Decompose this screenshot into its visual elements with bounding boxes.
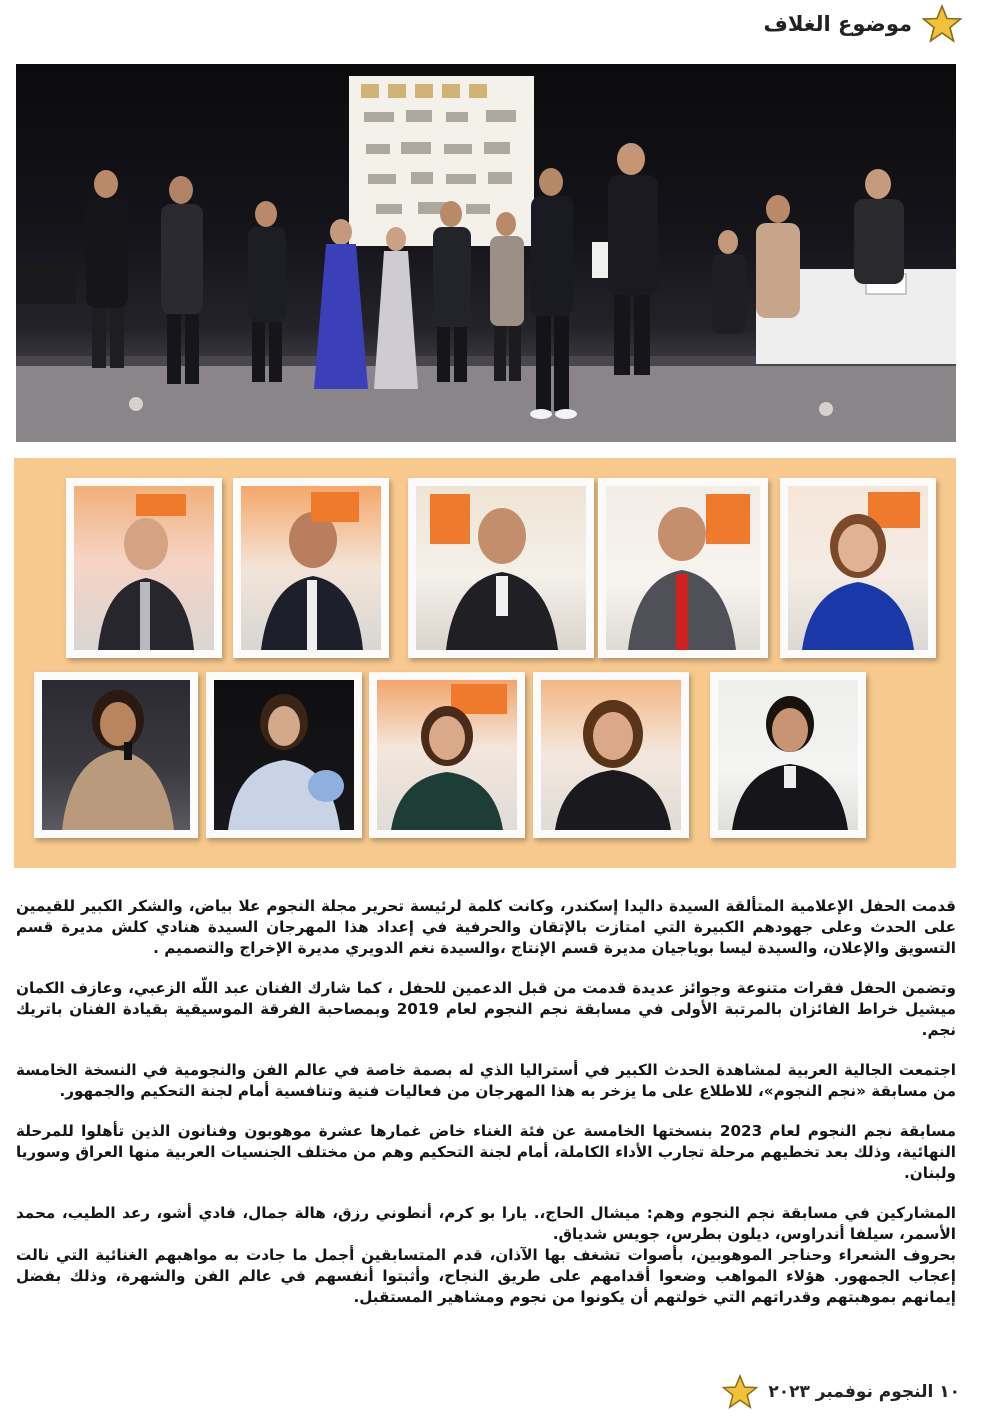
- ceremony-stage-photo: [16, 64, 956, 442]
- article-paragraph: المشاركين في مسابقة نجم النجوم وهم: ميشال الحاج،. يارا بو كرم، أنطوني رزق، هالة جمال، فادي أشو، رعد الطيب، محمد الأسمر، سيلفا أندراوس، ديلون بطرس، جويس شدياق.: [16, 1204, 956, 1243]
- section-title: موضوع الغلاف: [763, 12, 912, 36]
- article-paragraph: قدمت الحفل الإعلامية المتألقة السيدة داليدا إسكندر، وكانت كلمة لرئيسة تحرير مجلة النجوم علا بياض، والشكر الكبير للقيمين على الحدث وعلى جهودهم الكبيرة التي امتازت بالإتقان والحرفية في إعداد هذا المهرجان السيدة هنادي كلش مديرة قسم التسويق والإعلان، والسيدة ليسا بوياجيان مديرة قسم الإنتاج ،والسيدة نغم الدويري مديرة الإخراج والتصميم .: [16, 897, 956, 957]
- participant-photo: [206, 672, 362, 838]
- participant-photo: [34, 672, 198, 838]
- participant-photo: [533, 672, 689, 838]
- participant-photo: [233, 478, 389, 658]
- page-footer: [722, 1372, 960, 1412]
- participant-photo: [598, 478, 768, 658]
- page-number-and-issue: ١٠ النجوم نوفمبر ٢٠٢٣: [768, 1382, 960, 1402]
- participant-photo: [710, 672, 866, 838]
- star-icon: [722, 1374, 758, 1410]
- participant-photo: [369, 672, 525, 838]
- article-paragraph: مسابقة نجم النجوم لعام 2023 بنسختها الخامسة عن فئة الغناء خاض غمارها عشرة موهوبون وفنانون الذين تأهلوا للمرحلة النهائية، وذلك بعد تخطيهم مرحلة تجارب الأداء الكاملة، أمام لجنة التحكيم وهم من مختلف الجنسيات العربية منها العراق وسوريا ولبنان.: [16, 1122, 956, 1182]
- participant-photo: [780, 478, 936, 658]
- participants-photo-panel: [14, 458, 956, 868]
- participant-photo: [66, 478, 222, 658]
- article-paragraph: اجتمعت الجالية العربية لمشاهدة الحدث الكبير في أستراليا الذي له بصمة خاصة في عالم الفن والنجومية في النسخة الخامسة من مسابقة «نجم النجوم»، للاطلاع على ما يزخر به هذا المهرجان من فعاليات فنية وتنافسية أمام لجنة التحكيم والجمهور.: [16, 1061, 956, 1100]
- stage-illustration: [16, 64, 956, 442]
- article-body: [16, 896, 956, 1327]
- article-paragraph: بحروف الشعراء وحناجر الموهوبين، بأصوات تشغف بها الآذان، قدم المتسابقين أجمل ما جادت به مواهبهم الغنائية التي نالت إعجاب الجمهور. هؤلاء المواهب وضعوا أقدامهم على طريق النجاح، وأثبتوا أنفسهم في عالم الفن والشهرة، وذلك بفضل إيمانهم بموهبتهم وقدراتهم التي خولتهم أن يكونوا من نجوم ومشاهير المستقبل.: [16, 1246, 956, 1306]
- article-paragraph: وتضمن الحفل فقرات متنوعة وجوائز عديدة قدمت من قبل الدعمين للحفل ، كما شارك الفنان عبد اللّه الزعبي، وعازف الكمان ميشيل خراط الفائزان بالمرتبة الأولى في مسابقة نجم النجوم لعام 2019 وبمصاحبة الفرقة الموسيقية بقيادة الفنان باتريك نجم.: [16, 979, 956, 1039]
- page-header: [763, 4, 962, 44]
- star-icon: [922, 4, 962, 44]
- participant-photo: [408, 478, 594, 658]
